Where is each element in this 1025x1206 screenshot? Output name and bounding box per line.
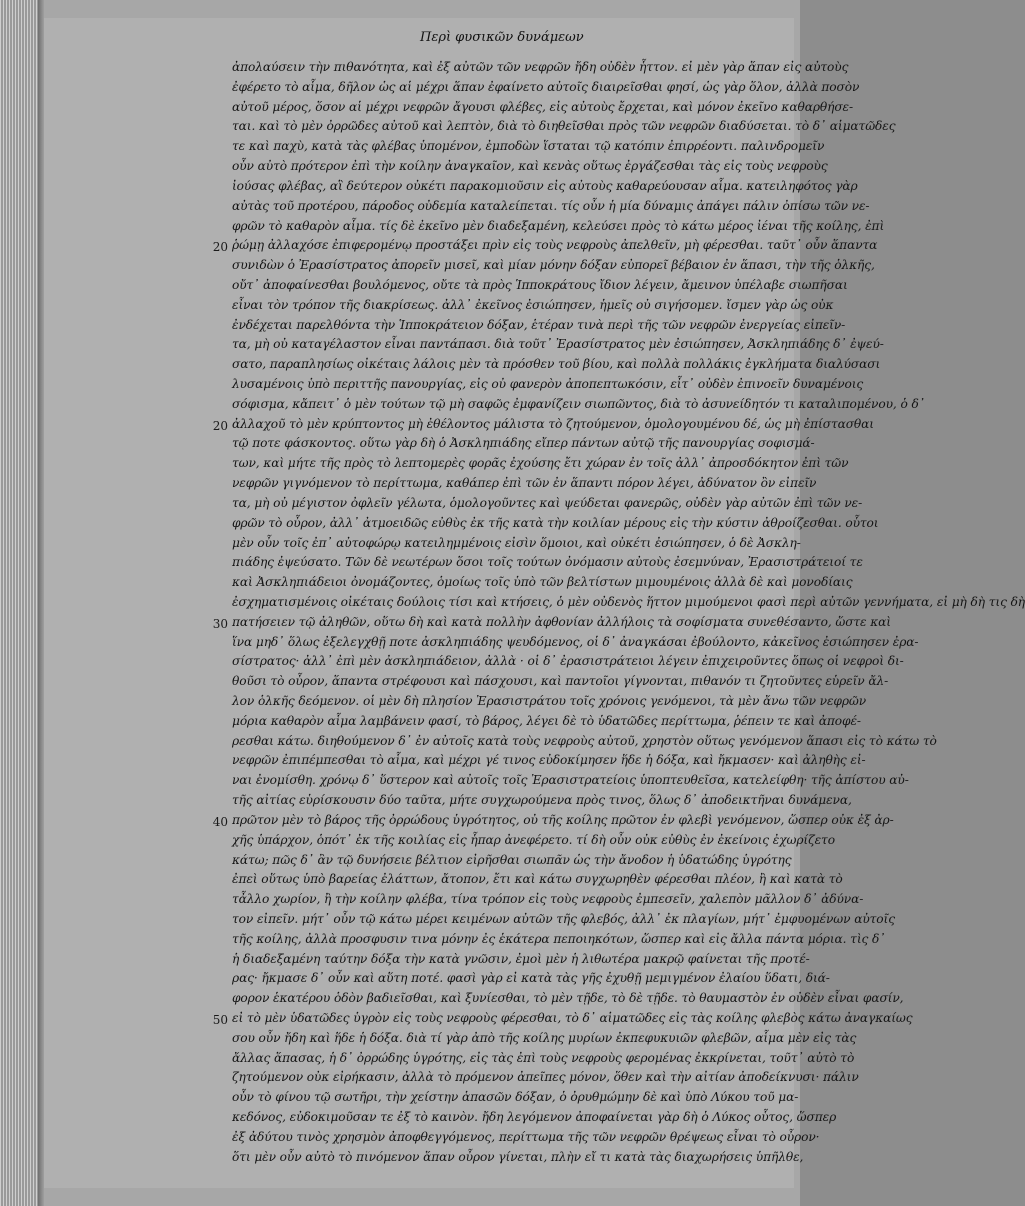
text-line: πατήσειεν τῷ ἀληθῶν, οὕτω δὴ καὶ κατὰ πολλὴν ἀφθονίαν ἀλλήλοις τὰ σοφίσματα συνεθέσαντο, ὥστε καὶ	[232, 614, 891, 629]
text-line: σου οὖν ἤδη καὶ ἥδε ἡ δόξα. διὰ τί γὰρ ἀπὸ τῆς κοίλης μυρίων ἐκπεφυκυιῶν φλεβῶν, αἷμα μὲν εἰς τὰς	[232, 1030, 857, 1045]
text-line: οὖν τὸ φίνου τῷ σωτῆρι, τὴν χείστην ἁπασῶν δόξαν, ὁ ὀρυθμώμην δὲ καὶ ὑπὸ Λύκου τοῦ μα-	[232, 1090, 799, 1105]
text-line: ἄλλας ἅπασας, ἡ δ᾽ ὀρρώδης ὑγρότης, εἰς τὰς ἐπὶ τοὺς νεφροὺς φερομένας ἐκκρίνεται, τοῦτ᾽ αὐτὸ τὸ	[232, 1050, 855, 1065]
text-line: φρῶν τὸ καθαρὸν αἷμα. τίς δὲ ἐκεῖνο μὲν διαδεξαμένη, κελεύσει πρὸς τὸ κάτω μέρος ἰέναι τῆς κοίλης, ἐπὶ	[232, 218, 885, 233]
text-line: σατο, παραπλησίως οἰκέταις λάλοις μὲν τὰ πρόσθεν τοῦ βίου, καὶ πολλὰ πολλάκις ἐγκλήματα διαλύσασι	[232, 357, 881, 372]
text-line: λυσαμένοις ὑπὸ περιττῆς πανουργίας, εἰς οὐ φανερὸν ἀποπεπτωκόσιν, εἶτ᾽ οὐδὲν ἐπινοεῖν δυναμένοις	[232, 377, 864, 391]
text-line: αὐτοῦ μέρος, ὅσον αἱ μέχρι νεφρῶν ἄγουσι φλέβες, εἰς αὐτοὺς ἔρχεται, καὶ μόνον ἐκεῖνο καθαρθήσε-	[232, 99, 854, 114]
text-line: νεφρῶν ἐπιπέμπεσθαι τὸ αἷμα, καὶ μέχρι γέ τινος εὐδοκίμησεν ἥδε ἡ δόξα, καὶ ἤκμασεν· καὶ ἀληθὴς εἰ-	[232, 753, 866, 768]
text-line: οὔτ᾽ ἀποφαίνεσθαι βουλόμενος, οὔτε τὰ πρὸς Ἱπποκράτους ἴδιον λέγειν, ἄμεινον ὑπέλαβε σιωπῆσαι	[232, 277, 848, 292]
text-line: λον ὁλκῆς δεόμενον. οἱ μὲν δὴ πλησίον Ἐρασιστράτου τοῖς χρόνοις γενόμενοι, τὰ μὲν ἄνω τῶν νεφρῶν	[232, 694, 867, 708]
text-line: ζητούμενον οὐκ εἰρήκασιν, ἀλλὰ τὸ πρόμενον ἀπεῖπες μόνον, ὅθεν καὶ τὴν αἰτίαν ἀποδείκνυσι· πάλιν	[232, 1070, 859, 1085]
text-line: των, καὶ μήτε τῆς πρὸς τὸ λεπτομερὲς φορᾶς ἐχούσης ἔτι χώραν ἐν τοῖς ἀλλ᾽ ἀπροσδόκητον ἐπὶ τῶν	[232, 456, 849, 471]
text-line: εἶναι τὸν τρόπον τῆς διακρίσεως. ἀλλ᾽ ἐκεῖνος ἐσιώπησεν, ἡμεῖς οὐ σιγήσομεν. ἴσμεν γὰρ ὡς οὐκ	[232, 297, 834, 312]
text-line: αὐτὰς τοῦ προτέρου, πάροδος οὐδεμία καταλείπεται. τίς οὖν ἡ μία δύναμις ἀπάγει πάλιν ὀπίσω τῶν νε-	[232, 198, 870, 213]
line-number: 40	[212, 815, 228, 830]
text-line: ἐπεὶ οὕτως ὑπὸ βαρείας ἐλάττων, ἄτοπον, ἔτι καὶ κάτω συγχωρηθὲν φέρεσθαι πλέον, ἢ καὶ κατὰ τὸ	[232, 872, 843, 887]
text-line: φρῶν τὸ οὖρον, ἀλλ᾽ ἀτμοειδῶς εὐθὺς ἐκ τῆς κατὰ τὴν κοιλίαν μέρους εἰς τὴν κύστιν ἀθροίζεσθαι. οὗτοι	[232, 515, 879, 530]
text-line: ἐνδέχεται παρελθόντα τὴν Ἱπποκράτειον δόξαν, ἑτέραν τινὰ περὶ τῆς τῶν νεφρῶν ἐνεργείας εἰπεῖν-	[232, 317, 846, 332]
text-line: ἀπολαύσειν τὴν πιθανότητα, καὶ ἐξ αὐτῶν τῶν νεφρῶν ἤδη οὐδὲν ἧττον. εἰ μὲν γὰρ ἅπαν εἰς αὐτοὺς	[232, 60, 849, 74]
line-number: 30	[212, 616, 228, 631]
text-line: τῆς αἰτίας εὑρίσκουσιν δύο ταῦτα, μήτε συγχωρούμενα πρὸς τινος, ὅλως δ᾽ ἀποδεικτῆναι δυνάμενα,	[232, 793, 852, 808]
text-line: μόρια καθαρὸν αἷμα λαμβάνειν φασί, τὸ βάρος, λέγει δὲ τὸ ὑδατῶδες περίττωμα, ῥέπειν τε καὶ ἀποφέ-	[232, 713, 861, 728]
text-line: συνιδὼν ὁ Ἐρασίστρατος ἀπορεῖν μισεῖ, καὶ μίαν μόνην δόξαν εὐπορεῖ βέβαιον ἐν ἅπασι, τὴν τῆς ὁλκῆς,	[232, 258, 875, 273]
text-line: ται. καὶ τὸ μὲν ὀρρῶδες αὐτοῦ καὶ λεπτὸν, διὰ τὸ διηθεῖσθαι πρὸς τῶν νεφρῶν διαδύσεται. τὸ δ᾽ αἱματῶδες	[232, 119, 896, 134]
text-line: πρῶτον μὲν τὸ βάρος τῆς ὀρρώδους ὑγρότητος, οὐ τῆς κοίλης πρῶτον ἐν φλεβὶ γενόμενον, ὥσπερ οὐκ ἐξ ἀρ-	[232, 812, 894, 827]
page-edges	[0, 0, 38, 1206]
text-line: τε καὶ παχὺ, κατὰ τὰς φλέβας ὑπομένον, ἐμποδὼν ἵσταται τῷ κατόπιν ἐπιρρέοντι. παλινδρομεῖν	[232, 139, 825, 154]
text-line: ρας· ἤκμασε δ᾽ οὖν καὶ αὕτη ποτέ. φασὶ γὰρ εἰ κατὰ τὰς γῆς ἐχυθῇ μεμιγμένον ἐλαίου ὕδατι, διά-	[232, 971, 830, 986]
text-line: ναι ἐνομίσθη. χρόνῳ δ᾽ ὕστερον καὶ αὐτοῖς τοῖς Ἐρασιστρατείοις ὑποπτευθεῖσα, κατελείφθη· τῆς ἀπίστου αὐ-	[232, 773, 909, 788]
line-number: 20	[212, 418, 228, 433]
text-line: φορον ἑκατέρου ὁδὸν βαδιεῖσθαι, καὶ ξυνίεσθαι, τὸ μὲν τῇδε, τὸ δὲ τῇδε. τὸ θαυμαστὸν ἐν οὐδὲν εἶναι φασίν,	[232, 991, 904, 1006]
text-line: ἐφέρετο τὸ αἷμα, δῆλον ὡς αἱ μέχρι ἅπαν ἐφαίνετο αὐτοῖς διαιρεῖσθαι φησί, ὡς γὰρ ὅλον, ἀλλὰ ποσὸν	[232, 79, 860, 94]
text-line: ἰούσας φλέβας, αἳ δεύτερον οὐκέτι παρακομιοῦσιν εἰς αὐτοὺς καθαρεύουσαν αἷμα. κατειληφότος γὰρ	[232, 178, 858, 193]
text-line: τον εἰπεῖν. μήτ᾽ οὖν τῷ κάτω μέρει κειμένων αὐτῶν τῆς φλεβός, ἀλλ᾽ ἐκ πλαγίων, μήτ᾽ ἐμφυομένων αὐτοῖς	[232, 911, 895, 926]
text-line: ἵνα μηδ᾽ ὅλως ἐξελεγχθῇ ποτε ἀσκληπιάδης ψευδόμενος, οἱ δ᾽ ἀναγκάσαι ἐβούλοντο, κἀκεῖνος ἐσιώπησεν ἐρα-	[232, 634, 919, 649]
text-line: ἐξ ἀδύτου τινὸς χρησμὸν ἀποφθεγγόμενος, περίττωμα τῆς τῶν νεφρῶν θρέψεως εἶναι τὸ οὖρον·	[232, 1129, 820, 1144]
text-line: τα, μὴ οὐ μέγιστον ὀφλεῖν γέλωτα, ὁμολογοῦντες καὶ ψεύδεται φανερῶς, οὐδὲν γὰρ αὐτῶν ἐπὶ τῶν νε-	[232, 495, 863, 510]
text-line: ἀλλαχοῦ τὸ μὲν κρύπτοντος μὴ ἐθέλοντος μάλιστα τὸ ζητούμενον, ὁμολογουμένου δέ, ὡς μὴ ἐπίστασθαι	[232, 416, 874, 431]
text-line: τῆς κοίλης, ἀλλὰ προσφυσιν τινα μόνην ἐς ἑκάτερα πεποιηκότων, ὥσπερ καὶ εἰς ἄλλα πάντα μόρια. τὶς δ᾽	[232, 931, 886, 946]
text-line: χῆς ὑπάρχον, ὁπότ᾽ ἐκ τῆς κοιλίας εἰς ἧπαρ ἀνεφέρετο. τί δὴ οὖν οὐκ εὐθὺς ἐν ἐκείνοις ἐχωρίζετο	[232, 832, 835, 847]
text-line: εἰ τὸ μὲν ὑδατῶδες ὑγρὸν εἰς τοὺς νεφροὺς φέρεσθαι, τὸ δ᾽ αἱματῶδες εἰς τὰς κοίλης φλεβὸς κάτω ἀναγκαίως	[232, 1011, 913, 1025]
text-line: πιάδης ἐψεύσατο. Τῶν δὲ νεωτέρων ὅσοι τοῖς τούτων ὀνόμασιν αὐτοὺς ἐσεμνύναν, Ἐρασιστράτειοί τε	[232, 555, 863, 570]
line-number: 50	[212, 1013, 228, 1028]
text-line: κάτω; πῶς δ᾽ ἂν τῷ δυνήσειε βέλτιον εἰρῆσθαι σιωπᾶν ὡς τὴν ἄνοδον ἡ ὑδατώδης ὑγρότης	[232, 852, 792, 867]
text-line: ἡ διαδεξαμένη ταύτην δόξα τὴν κατὰ γνῶσιν, ἐμοὶ μὲν ἡ λιθωτέρα μακρῷ φαίνεται τῆς προτέ-	[232, 951, 810, 966]
text-line: κεδόνος, εὐδοκιμοῦσαν τε ἐξ τὸ καινὸν. ἤδη λεγόμενον ἀποφαίνεται γὰρ δὴ ὁ Λύκος οὗτος, ὥσπερ	[232, 1110, 837, 1125]
text-line: σόφισμα, κἄπειτ᾽ ὁ μὲν τούτων τῷ μὴ σαφῶς ἐμφανίζειν σιωπῶντος, διὰ τὸ ἀσυνείδητόν τι καταλιπομένου, ὁ δ᾽	[232, 396, 925, 411]
text-line: νεφρῶν γιγνόμενον τὸ περίττωμα, καθάπερ ἐπὶ τῶν ἐν ἅπαντι πόρον λέγει, ἀδύνατον ὂν εἰπεῖν	[232, 476, 817, 491]
running-head: Περὶ φυσικῶν δυνάμεων	[420, 30, 584, 45]
text-line: σίστρατος· ἀλλ᾽ ἐπὶ μὲν ἀσκληπιάδειον, ἀλλὰ · οἱ δ᾽ ἐρασιστράτειοι λέγειν ἐπιχειροῦντες ὅπως οἱ νεφροὶ δι-	[232, 654, 904, 669]
text-line: τῷ ποτε φάσκοντος. οὕτω γὰρ δὴ ὁ Ἀσκληπιάδης εἴπερ πάντων αὐτῷ τῆς πανουργίας σοφισμά-	[232, 436, 815, 451]
text-block	[232, 58, 1025, 1168]
line-number: 20	[212, 240, 228, 255]
text-line: ὅτι μὲν οὖν αὐτὸ τὸ πινόμενον ἅπαν οὖρον γίνεται, πλὴν εἴ τι κατὰ τὰς διαχωρήσεις ὑπῆλθε,	[232, 1149, 804, 1164]
text-line: ρεσθαι κάτω. διηθούμενον δ᾽ ἐν αὐτοῖς κατὰ τοὺς νεφροὺς αὐτοῦ, χρηστὸν οὕτως γενόμενον ἅπασι εἰς τὸ κάτω τὸ	[232, 733, 937, 748]
text-line: θοῦσι τὸ οὖρον, ἅπαντα στρέφουσι καὶ πάσχουσι, καὶ παντοῖοι γίγνονται, πιθανόν τι ζητοῦντες εὑρεῖν ἄλ-	[232, 674, 889, 689]
text-line: μὲν οὖν τοῖς ἐπ᾽ αὐτοφώρῳ κατειλημμένοις εἰσὶν ὅμοιοι, καὶ οὐκέτι ἐσιώπησεν, ὁ δὲ Ἀσκλη-	[232, 535, 801, 550]
text-line: καὶ Ἀσκληπιάδειοι ὀνομάζοντες, ὁμοίως τοῖς ὑπὸ τῶν βελτίστων μιμουμένοις ἀλλὰ δὲ καὶ μονοδίαις	[232, 575, 853, 590]
text-line: ῥώμῃ ἀλλαχόσε ἐπιφερομένῳ προστάξει πρὶν εἰς τοὺς νεφροὺς ἀπελθεῖν, μὴ φέρεσθαι. ταῦτ᾽ οὖν ἅπαντα	[232, 238, 878, 253]
text-line: τἆλλο χωρίον, ἢ τὴν κοίλην φλέβα, τίνα τρόπον εἰς τοὺς νεφροὺς ἐμπεσεῖν, χαλεπὸν μᾶλλον δ᾽ ἀδύνα-	[232, 892, 864, 907]
text-line: οὖν αὐτὸ πρότερον ἐπὶ τὴν κοίλην ἀναγκαῖον, καὶ κενὰς οὕτως ἐργάζεσθαι τὰς εἰς τοὺς νεφροὺς	[232, 159, 828, 174]
text-line: τα, μὴ οὐ καταγέλαστον εἶναι παντάπασι. διὰ τοῦτ᾽ Ἐρασίστρατος μὲν ἐσιώπησεν, Ἀσκληπιάδης δ᾽ ἐψεύ-	[232, 337, 884, 352]
text-line: ἐσχηματισμένοις οἰκέταις δούλοις τίσι καὶ κτήσεις, ὁ μὲν οὐδενὸς ἥττον μιμούμενοι φασὶ περὶ αὐτῶν γεννήματα, εἰ μὴ δὴ τις δὴ	[232, 594, 1025, 609]
